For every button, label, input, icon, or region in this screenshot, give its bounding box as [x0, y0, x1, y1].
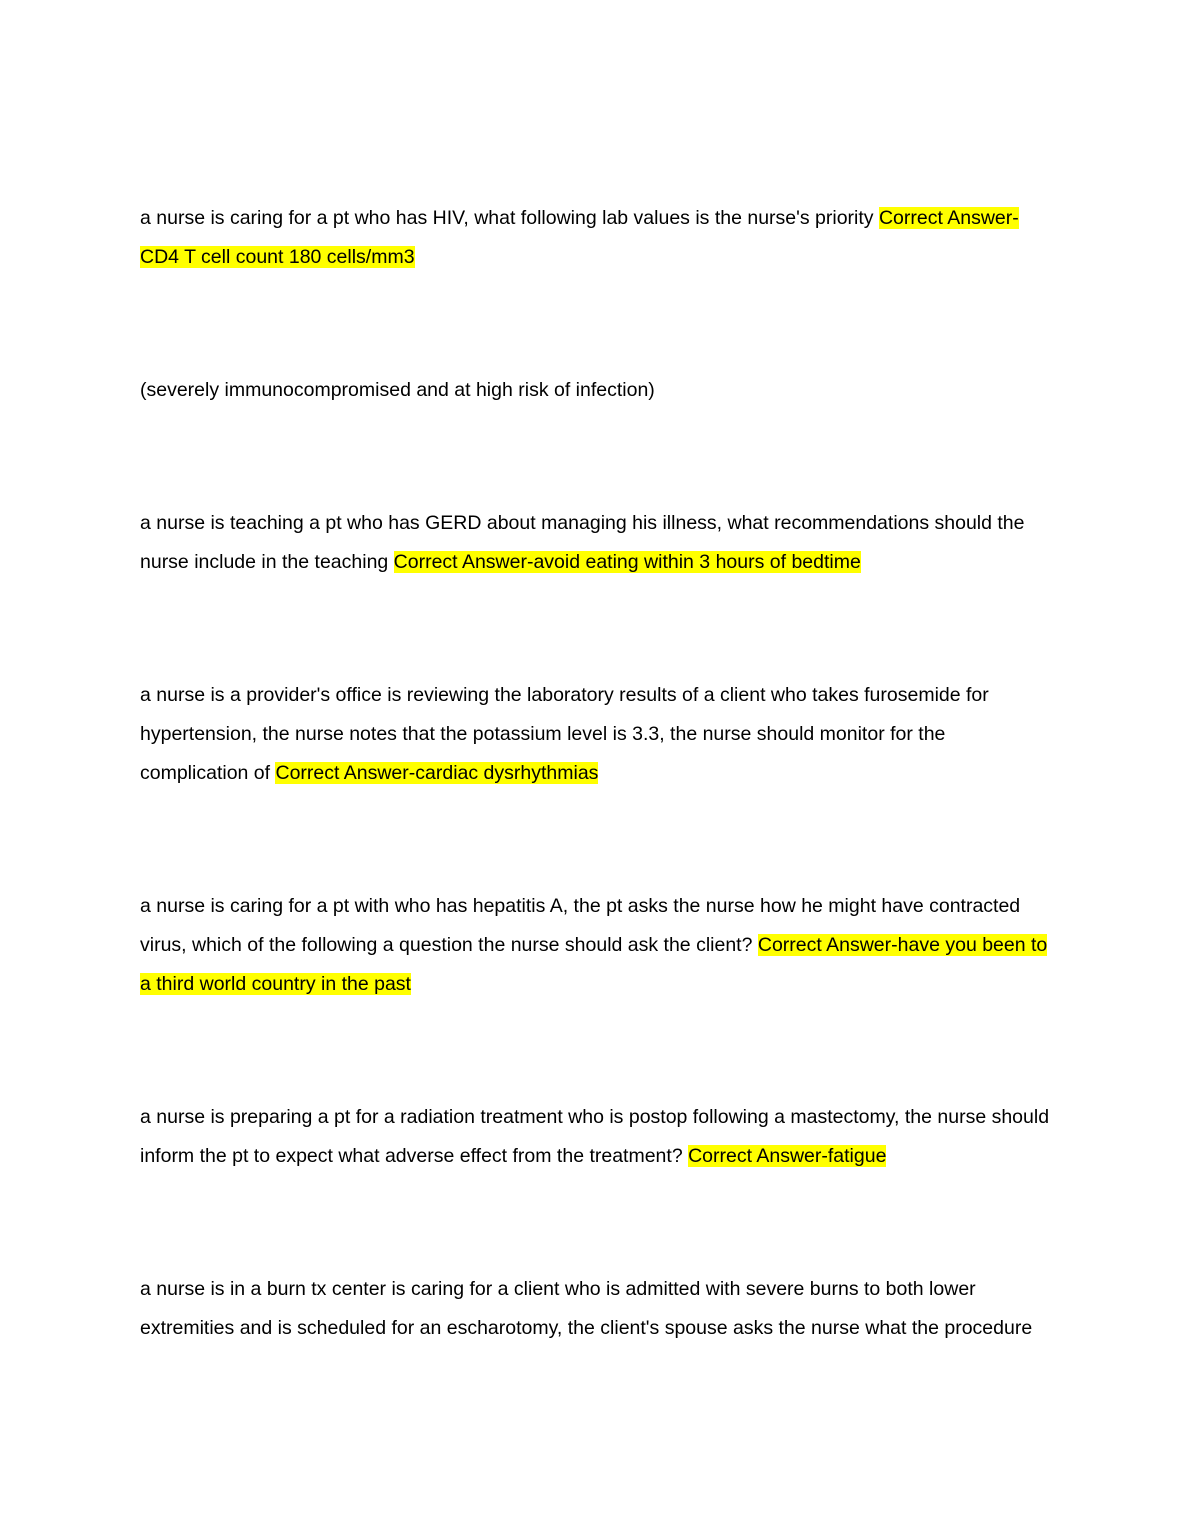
correct-answer: Correct Answer-cardiac dysrhythmias — [275, 762, 599, 784]
correct-answer: Correct Answer-have you been to a third world country in the past — [140, 934, 1048, 995]
question-text: a nurse is caring for a pt who has HIV, what following lab values is the nurse's priority — [140, 207, 879, 229]
note-text: (severely immunocompromised and at high risk of infection) — [140, 379, 655, 401]
qa-entry-gerd — [140, 504, 1050, 582]
correct-answer: Correct Answer-avoid eating within 3 hours of bedtime — [393, 551, 861, 573]
explanation-note — [140, 371, 1050, 410]
question-text: a nurse is a provider's office is reviewing the laboratory results of a client who takes furosemide for hypertension, the nurse notes that the potassium level is 3.3, the nurse should monitor for the complication of — [140, 684, 989, 784]
correct-answer: Correct Answer-CD4 T cell count 180 cells/mm3 — [140, 207, 1019, 268]
qa-entry-hiv — [140, 199, 1050, 277]
qa-entry-potassium — [140, 676, 1050, 793]
question-text: a nurse is in a burn tx center is caring for a client who is admitted with severe burns to both lower extremities and is scheduled for an escharotomy, the client's spouse asks the nurse what the procedure — [140, 1278, 1033, 1339]
question-text: a nurse is teaching a pt who has GERD about managing his illness, what recommendations should the nurse include in the teaching — [140, 512, 1025, 573]
correct-answer: Correct Answer-fatigue — [688, 1145, 887, 1167]
qa-entry-radiation — [140, 1098, 1050, 1176]
qa-entry-hepatitis — [140, 887, 1050, 1004]
question-text: a nurse is caring for a pt with who has hepatitis A, the pt asks the nurse how he might have contracted virus, which of the following a question the nurse should ask the client? — [140, 895, 1021, 956]
qa-entry-burn — [140, 1270, 1050, 1348]
question-text: a nurse is preparing a pt for a radiation treatment who is postop following a mastectomy, the nurse should inform the pt to expect what adverse effect from the treatment? — [140, 1106, 1050, 1167]
